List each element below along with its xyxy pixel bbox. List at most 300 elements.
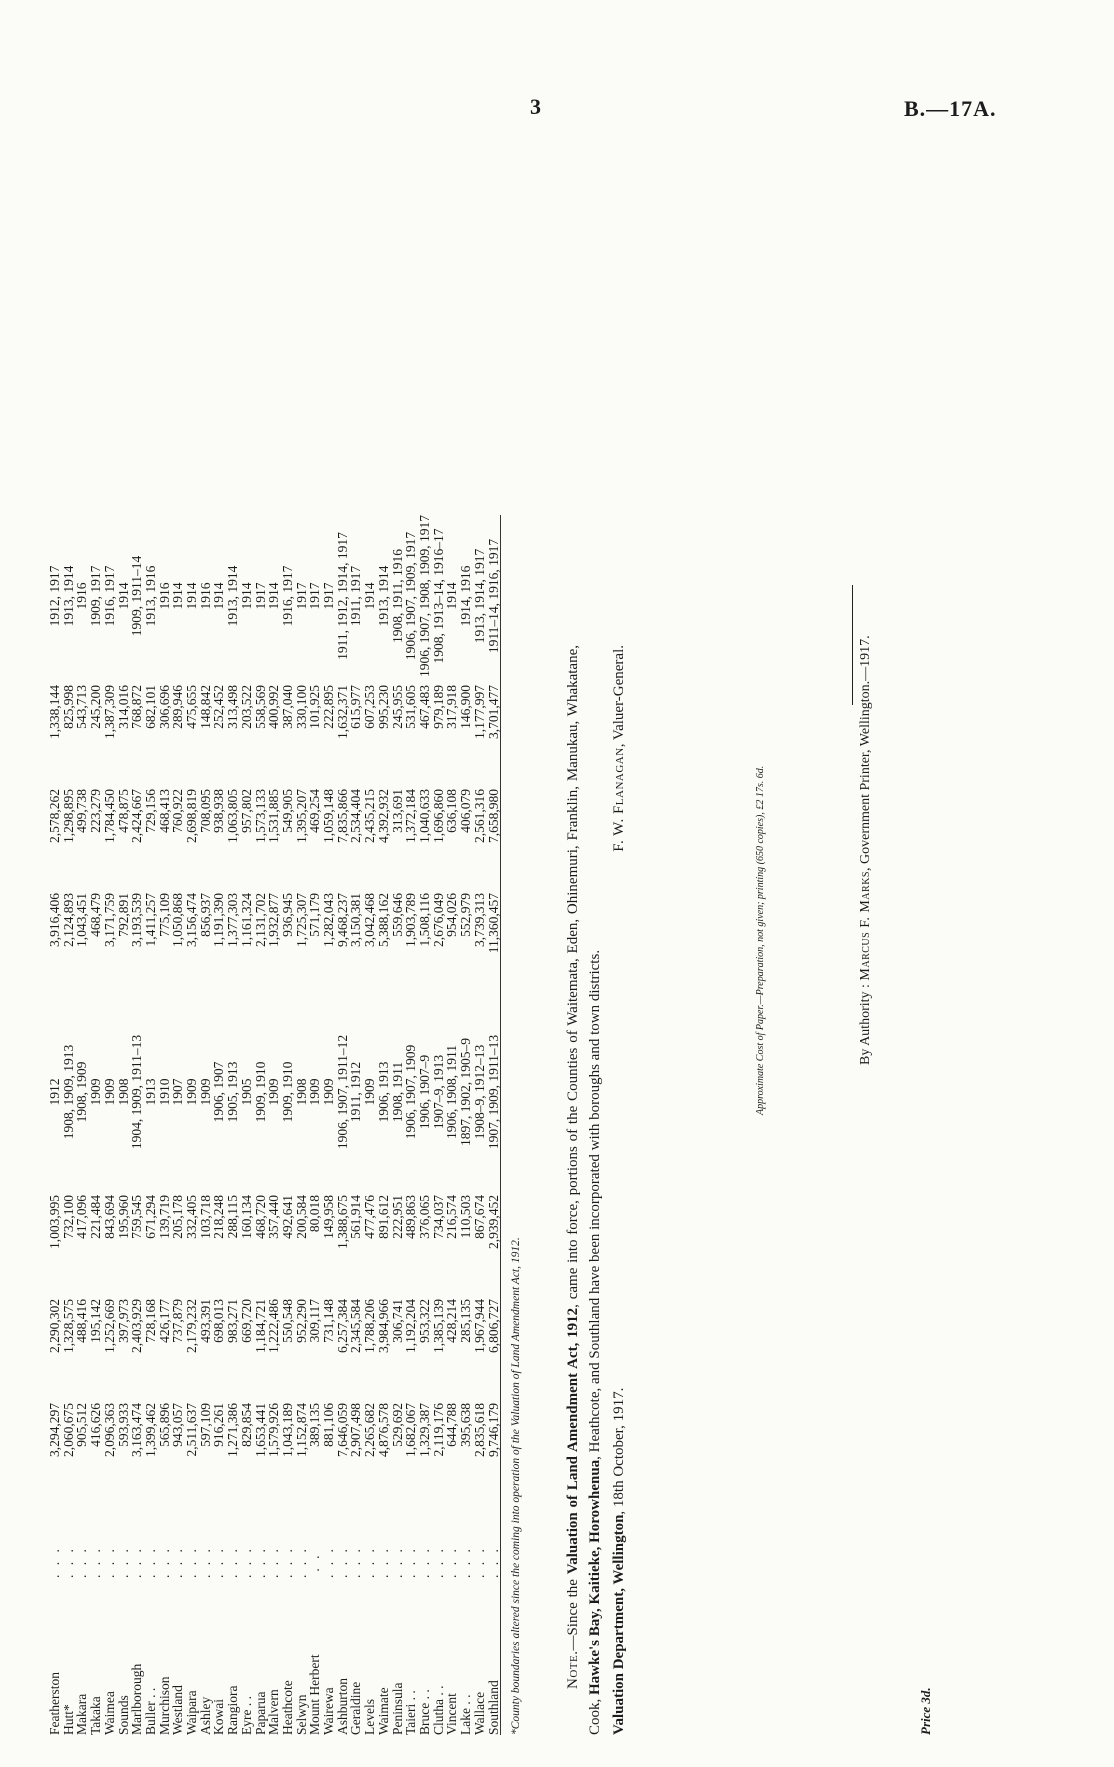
value-1912-c: 489,863	[403, 1195, 419, 1239]
leader-dots: . . .	[74, 1546, 90, 1578]
county-name: Selwyn	[293, 1694, 309, 1735]
value-1912-b: 2,403,929	[129, 1299, 145, 1353]
value-1917-a: 1,411,257	[142, 893, 158, 947]
value-1912-b: 1,192,204	[403, 1299, 419, 1353]
table-row	[391, 515, 405, 1735]
value-1917-b: 406,079	[458, 789, 474, 833]
table-row	[212, 515, 226, 1735]
revaluation-years-2: 1908, 1911, 1916	[389, 549, 405, 643]
county-name: Taieri . .	[403, 1690, 419, 1735]
value-1912-a: 395,638	[458, 1403, 474, 1447]
county-name: Hutt*	[60, 1704, 76, 1735]
revaluation-years-1: 1906, 1907, 1911–12	[334, 1034, 350, 1150]
value-1917-a: 3,156,474	[184, 893, 200, 947]
county-name: Bruce . .	[416, 1689, 432, 1735]
value-1917-b: 469,254	[307, 789, 323, 833]
revaluation-years-1: 1906, 1913	[375, 1061, 391, 1123]
value-1917-b: 313,691	[389, 789, 405, 833]
value-1912-c: 205,178	[170, 1195, 186, 1239]
table-row	[487, 515, 501, 1735]
county-name: Rangiora	[225, 1685, 241, 1735]
value-1912-b: 1,788,206	[362, 1299, 378, 1353]
rotated-page-content	[30, 115, 1064, 1765]
value-1917-b: 938,938	[211, 789, 227, 833]
county-name: Ashburton	[334, 1678, 350, 1735]
value-1912-a: 3,163,474	[129, 1403, 145, 1457]
leader-dots: . . .	[142, 1546, 158, 1578]
table-row	[240, 515, 254, 1735]
leader-dots: . . .	[430, 1546, 446, 1578]
value-1912-c: 477,476	[362, 1195, 378, 1239]
leader-dots: . . .	[129, 1546, 145, 1578]
value-1912-a: 2,265,682	[362, 1403, 378, 1457]
value-1912-a: 2,060,675	[60, 1403, 76, 1457]
value-1917-c: 825,998	[60, 685, 76, 729]
county-name: Eyre . .	[238, 1696, 254, 1735]
value-1917-c: 222,895	[321, 685, 337, 729]
value-1912-c: 222,951	[389, 1195, 405, 1239]
county-name: Peninsula	[389, 1682, 405, 1735]
note-text-2: , came into force, portions of the Counties of Waitemata, Eden, Ohinemuri, Franklin, Manukau, Whakatane, Cook,	[565, 645, 603, 1735]
county-name: Murchison	[156, 1676, 172, 1735]
revaluation-years-1: 1909	[197, 1078, 213, 1106]
value-1912-b: 1,184,721	[252, 1299, 268, 1353]
revaluation-years-2: 1916, 1917	[279, 565, 295, 627]
value-1912-b: 6,806,727	[487, 1299, 501, 1403]
county-name: Clutha . .	[430, 1685, 446, 1735]
value-1917-a: 3,916,406	[47, 893, 62, 947]
value-1912-c: 149,958	[321, 1195, 337, 1239]
value-1912-b: 488,416	[74, 1299, 90, 1343]
value-1912-c: 200,584	[293, 1195, 309, 1239]
revaluation-years-2: 1906, 1907, 1909, 1917	[403, 531, 419, 661]
value-1912-c: 218,248	[211, 1195, 227, 1239]
leader-dots: . . .	[47, 1546, 62, 1578]
leader-dots: . . .	[170, 1546, 186, 1578]
table-row	[418, 515, 432, 1735]
value-1912-b: 6,257,384	[334, 1299, 350, 1353]
county-name: Takaka	[88, 1696, 104, 1735]
value-1917-b: 1,298,895	[60, 789, 76, 843]
county-name: Waipara	[184, 1690, 200, 1735]
revaluation-years-1: 1906, 1907–9	[416, 1054, 432, 1130]
value-1917-c: 313,498	[225, 685, 241, 729]
leader-dots: . . .	[184, 1546, 200, 1578]
value-1917-c: 558,569	[252, 685, 268, 729]
value-1912-a: 644,788	[444, 1403, 460, 1447]
leader-dots: . . .	[321, 1546, 337, 1578]
value-1917-b: 2,561,316	[471, 789, 487, 843]
value-1912-a: 1,271,386	[225, 1403, 241, 1457]
value-1912-a: 1,329,387	[416, 1403, 432, 1457]
value-1912-b: 285,135	[458, 1299, 474, 1343]
county-name: Featherston	[47, 1672, 62, 1735]
value-1917-c: 682,101	[142, 685, 158, 729]
value-1912-a: 916,261	[211, 1403, 227, 1447]
table-row	[363, 515, 377, 1735]
revaluation-years-1: 1905	[238, 1078, 254, 1106]
department-line	[608, 1388, 630, 1735]
value-1917-b: 2,698,819	[184, 789, 200, 843]
revaluation-years-1: 1906, 1907, 1909	[403, 1044, 419, 1140]
table-row	[62, 515, 76, 1735]
price: Price 3d.	[918, 1687, 933, 1735]
valuation-table	[48, 515, 501, 1735]
value-1917-b: 760,922	[170, 789, 186, 833]
value-1912-b: 669,720	[238, 1299, 254, 1343]
value-1917-a: 571,179	[307, 893, 323, 937]
value-1912-b: 426,177	[156, 1299, 172, 1343]
table-row	[445, 515, 459, 1735]
revaluation-years-1: 1909	[184, 1078, 200, 1106]
revaluation-years-1: 1907	[170, 1078, 186, 1106]
value-1912-c: 221,484	[88, 1195, 104, 1239]
table-row	[308, 515, 322, 1735]
revaluation-years-2: 1917	[307, 582, 323, 610]
leader-dots: . . .	[458, 1546, 474, 1578]
value-1912-c: 732,100	[60, 1195, 76, 1239]
county-name: Waimate	[375, 1687, 391, 1735]
value-1917-a: 954,026	[444, 893, 460, 937]
value-1917-c: 979,189	[430, 685, 446, 729]
county-name: Malvern	[266, 1689, 282, 1735]
value-1917-c: 615,977	[348, 685, 364, 729]
leader-dots: . . .	[362, 1546, 378, 1578]
county-name: Heathcote	[279, 1680, 295, 1735]
revaluation-years-2: 1913, 1916	[142, 565, 158, 627]
value-1917-c: 607,253	[362, 685, 378, 729]
revaluation-years-1: 1913	[142, 1078, 158, 1106]
revaluation-years-1: 1909, 1910	[279, 1061, 295, 1123]
value-1912-a: 943,057	[170, 1403, 186, 1447]
revaluation-years-1: 1907–9, 1913	[430, 1054, 446, 1130]
value-1917-c: 531,605	[403, 685, 419, 729]
footnote: *County boundaries altered since the coming into operation of the Valuation of Land Amendment Act, 1912.	[510, 1237, 522, 1735]
value-1912-b: 1,222,486	[266, 1299, 282, 1353]
value-1917-a: 1,725,307	[293, 893, 309, 947]
value-1912-b: 2,290,302	[47, 1299, 62, 1353]
value-1912-a: 1,682,067	[403, 1403, 419, 1457]
value-1912-a: 7,646,059	[334, 1403, 350, 1457]
county-name: Sounds	[115, 1695, 131, 1735]
value-1912-c: 468,720	[252, 1195, 268, 1239]
leader-dots: . . .	[225, 1546, 241, 1578]
revaluation-years-2: 1916, 1917	[101, 565, 117, 627]
revaluation-years-2: 1914	[266, 582, 282, 610]
value-1917-b: 1,040,633	[416, 789, 432, 843]
revaluation-years-1: 1908, 1909, 1913	[60, 1044, 76, 1140]
county-name: Buller . .	[142, 1687, 158, 1735]
revaluation-years-2: 1913, 1914	[375, 565, 391, 627]
value-1912-a: 2,096,363	[101, 1403, 117, 1457]
value-1917-c: 306,696	[156, 685, 172, 729]
value-1917-a: 1,191,390	[211, 893, 227, 947]
revaluation-years-1: 1909	[307, 1078, 323, 1106]
table-row	[281, 515, 295, 1735]
value-1917-c: 203,522	[238, 685, 254, 729]
leader-dots: . . .	[101, 1546, 117, 1578]
value-1912-c: 139,719	[156, 1195, 172, 1239]
value-1917-c: 317,918	[444, 685, 460, 729]
value-1912-a: 829,854	[238, 1403, 254, 1447]
revaluation-years-2: 1914	[444, 582, 460, 610]
value-1917-c: 995,230	[375, 685, 391, 729]
value-1917-a: 775,109	[156, 893, 172, 937]
leader-dots: . . .	[389, 1546, 405, 1578]
leader-dots: . . .	[266, 1546, 282, 1578]
value-1912-a: 597,109	[197, 1403, 213, 1447]
leader-dots: . . .	[156, 1546, 172, 1578]
leader-dots: . . .	[487, 1507, 501, 1625]
value-1912-c: 492,641	[279, 1195, 295, 1239]
county-name: Vincent	[444, 1693, 460, 1735]
value-1917-b: 1,372,184	[403, 789, 419, 843]
county-name: Southland	[487, 1625, 501, 1735]
revaluation-years-1: 1905, 1913	[225, 1061, 241, 1123]
value-1917-a: 1,932,877	[266, 893, 282, 947]
authority-suffix: , Government Printer, Wellington.—1917.	[858, 635, 873, 871]
table-row	[75, 515, 89, 1735]
value-1912-c: 1,003,995	[47, 1195, 62, 1249]
value-1912-c: 1,388,675	[334, 1195, 350, 1249]
revaluation-years-1: 1904, 1909, 1911–13	[129, 1034, 145, 1150]
value-1912-c: 160,134	[238, 1195, 254, 1239]
leader-dots: . . .	[416, 1546, 432, 1578]
value-1912-a: 2,511,637	[184, 1403, 200, 1457]
value-1912-c: 867,674	[471, 1195, 487, 1239]
value-1917-a: 3,171,759	[101, 893, 117, 947]
value-1917-b: 4,392,932	[375, 789, 391, 843]
table-row	[404, 515, 418, 1735]
revaluation-years-2: 1914	[211, 582, 227, 610]
revaluation-years-2: 1913, 1914, 1917	[471, 548, 487, 644]
revaluation-years-1: 1909	[362, 1078, 378, 1106]
value-1917-c: 1,387,309	[101, 685, 117, 739]
value-1917-b: 499,738	[74, 789, 90, 833]
county-name: Geraldine	[348, 1681, 364, 1735]
value-1917-a: 1,043,451	[74, 893, 90, 947]
note-text-3: , Heathcote, and Southland have been incorporated with boroughs and town districts.	[587, 949, 603, 1460]
value-1917-b: 1,063,805	[225, 789, 241, 843]
revaluation-years-2: 1917	[252, 582, 268, 610]
value-1917-b: 1,531,885	[266, 789, 282, 843]
value-1917-c: 245,200	[88, 685, 104, 729]
value-1917-a: 2,124,893	[60, 893, 76, 947]
revaluation-years-1: 1912	[47, 1078, 62, 1106]
value-1912-c: 195,960	[115, 1195, 131, 1239]
value-1917-c: 768,872	[129, 685, 145, 729]
page-number: 3	[530, 94, 541, 119]
county-name: Westland	[170, 1685, 186, 1735]
value-1917-a: 856,937	[197, 893, 213, 937]
value-1917-b: 2,424,667	[129, 789, 145, 843]
note-block	[562, 645, 630, 1735]
value-1912-a: 9,746,179	[487, 1403, 501, 1507]
value-1912-b: 397,973	[115, 1299, 131, 1343]
leader-dots: . . .	[293, 1546, 309, 1578]
value-1917-c: 101,925	[307, 685, 323, 729]
value-1912-b: 1,328,575	[60, 1299, 76, 1353]
value-1912-c: 80,018	[307, 1195, 323, 1233]
value-1912-c: 417,096	[74, 1195, 90, 1239]
county-name: Mount Herbert	[307, 1654, 323, 1735]
value-1917-c: 1,338,144	[47, 685, 62, 739]
table-row	[48, 515, 62, 1735]
table-row	[349, 515, 363, 1735]
value-1917-b: 1,696,860	[430, 789, 446, 843]
value-1912-b: 493,391	[197, 1299, 213, 1343]
revaluation-years-1: 1908	[115, 1078, 131, 1106]
value-1912-b: 550,548	[279, 1299, 295, 1343]
revaluation-years-1: 1908, 1911	[389, 1061, 405, 1123]
value-1917-a: 792,891	[115, 893, 131, 937]
value-1917-c: 245,955	[389, 685, 405, 729]
leader-dots: . . .	[403, 1546, 419, 1578]
signatory-name: F. W. Flanagan	[611, 747, 627, 852]
value-1912-b: 2,179,232	[184, 1299, 200, 1353]
leader-dots: . . .	[197, 1546, 213, 1578]
value-1912-a: 416,626	[88, 1403, 104, 1447]
value-1912-a: 3,294,297	[47, 1403, 62, 1457]
table-row	[171, 515, 185, 1735]
value-1917-a: 2,131,702	[252, 893, 268, 947]
value-1917-b: 708,095	[197, 789, 213, 833]
signature-row	[608, 645, 630, 1735]
document-reference: B.—17A.	[904, 96, 997, 121]
table-row	[322, 515, 336, 1735]
authority-line	[858, 635, 874, 1065]
value-1912-b: 953,322	[416, 1299, 432, 1343]
leader-dots: . . .	[279, 1546, 295, 1578]
signatory-title: , Valuer-General.	[611, 645, 627, 748]
value-1912-c: 216,574	[444, 1195, 460, 1239]
note-act-name: Valuation of Land Amendment Act, 1912	[565, 1307, 581, 1575]
value-1912-a: 881,106	[321, 1403, 337, 1447]
table-row	[459, 515, 473, 1735]
revaluation-years-1: 1910	[156, 1078, 172, 1106]
value-1917-c: 148,842	[197, 685, 213, 729]
leader-dots: . . .	[238, 1546, 254, 1578]
county-name: Makara	[74, 1693, 90, 1735]
value-1917-a: 3,739,313	[471, 893, 487, 947]
note-date: , 18th October, 1917.	[611, 1387, 627, 1515]
value-1912-c: 103,718	[197, 1195, 213, 1239]
revaluation-years-1: 1908, 1909	[74, 1061, 90, 1123]
printer-name: Marcus F. Marks	[858, 871, 873, 981]
revaluation-years-1: 1897, 1902, 1905–9	[458, 1038, 474, 1146]
revaluation-years-2: 1911, 1917	[348, 565, 364, 627]
revaluation-years-1: 1911, 1912	[348, 1061, 364, 1123]
value-1917-a: 2,676,049	[430, 893, 446, 947]
value-1912-a: 2,835,618	[471, 1403, 487, 1457]
revaluation-years-2: 1914, 1916	[458, 565, 474, 627]
authority-prefix: By Authority :	[858, 980, 873, 1065]
value-1917-b: 1,059,148	[321, 789, 337, 843]
note-paragraph	[562, 645, 606, 1735]
leader-dots: . . .	[334, 1546, 350, 1578]
value-1917-b: 2,534,404	[348, 789, 364, 843]
revaluation-years-2: 1913, 1914	[225, 565, 241, 627]
revaluation-years-2: 1912, 1917	[47, 565, 62, 627]
note-lead: Note.	[565, 1650, 581, 1689]
value-1912-b: 1,252,669	[101, 1299, 117, 1353]
county-name: Marlborough	[129, 1663, 145, 1735]
revaluation-years-1: 1906, 1908, 1911	[444, 1045, 460, 1139]
value-1912-a: 565,896	[156, 1403, 172, 1447]
value-1912-c: 843,694	[101, 1195, 117, 1239]
value-1912-c: 288,115	[225, 1195, 241, 1239]
table-row	[199, 515, 213, 1735]
value-1917-b: 223,279	[88, 789, 104, 833]
table-row	[130, 515, 144, 1735]
value-1912-a: 389,135	[307, 1403, 323, 1447]
revaluation-years-1: 1907, 1909, 1911–13	[487, 997, 501, 1195]
value-1917-b: 636,108	[444, 789, 460, 833]
value-1912-a: 905,512	[74, 1403, 90, 1447]
revaluation-years-2: 1914	[170, 582, 186, 610]
value-1912-b: 195,142	[88, 1299, 104, 1343]
value-1917-c: 3,701,477	[487, 685, 501, 789]
value-1912-c: 110,503	[458, 1195, 474, 1239]
value-1917-a: 9,468,237	[334, 893, 350, 947]
value-1917-b: 957,802	[238, 789, 254, 833]
value-1912-a: 1,399,462	[142, 1403, 158, 1457]
value-1912-b: 952,290	[293, 1299, 309, 1343]
value-1912-a: 4,876,578	[375, 1403, 391, 1457]
value-1917-c: 475,655	[184, 685, 200, 729]
revaluation-years-2: 1911–14, 1916, 1917	[487, 515, 501, 685]
revaluation-years-1: 1908–9, 1912–13	[471, 1044, 487, 1140]
value-1917-b: 7,658,980	[487, 789, 501, 893]
value-1912-a: 2,119,176	[430, 1403, 446, 1457]
revaluation-years-2: 1914	[362, 582, 378, 610]
leader-dots: . . .	[444, 1546, 460, 1578]
revaluation-years-1: 1909	[101, 1078, 117, 1106]
value-1912-b: 1,967,944	[471, 1299, 487, 1353]
revaluation-years-2: 1906, 1907, 1908, 1909, 1917	[416, 515, 432, 677]
value-1912-c: 734,037	[430, 1195, 446, 1239]
leader-dots: . . .	[60, 1546, 76, 1578]
revaluation-years-1: 1909, 1910	[252, 1061, 268, 1123]
value-1912-c: 332,405	[184, 1195, 200, 1239]
table-row	[336, 515, 350, 1735]
value-1917-a: 3,193,539	[129, 893, 145, 947]
value-1917-c: 1,632,371	[334, 685, 350, 739]
value-1917-b: 2,578,262	[47, 789, 62, 843]
table-row	[432, 515, 446, 1735]
county-name: Wallace	[471, 1691, 487, 1735]
value-1912-b: 309,117	[307, 1299, 323, 1343]
revaluation-years-2: 1914	[238, 582, 254, 610]
authority-rule	[852, 585, 853, 705]
value-1917-b: 478,875	[115, 789, 131, 833]
value-1912-a: 1,043,189	[279, 1403, 295, 1457]
value-1917-c: 314,016	[115, 685, 131, 729]
value-1917-a: 11,360,457	[487, 893, 501, 997]
value-1917-c: 146,900	[458, 685, 474, 729]
revaluation-years-1: 1906, 1907	[211, 1061, 227, 1123]
value-1912-b: 3,984,966	[375, 1299, 391, 1353]
county-name: Wairewa	[321, 1687, 337, 1735]
leader-dots: . . .	[211, 1546, 227, 1578]
value-1917-c: 387,040	[279, 685, 295, 729]
note-counties-bold: Hawke's Bay, Kaitieke, Horowhenua	[587, 1459, 603, 1695]
county-name: Kowai	[211, 1699, 227, 1735]
revaluation-years-1: 1908	[293, 1078, 309, 1106]
value-1917-a: 3,042,468	[362, 893, 378, 947]
value-1917-b: 2,435,215	[362, 789, 378, 843]
valuation-table-body	[48, 515, 501, 1735]
